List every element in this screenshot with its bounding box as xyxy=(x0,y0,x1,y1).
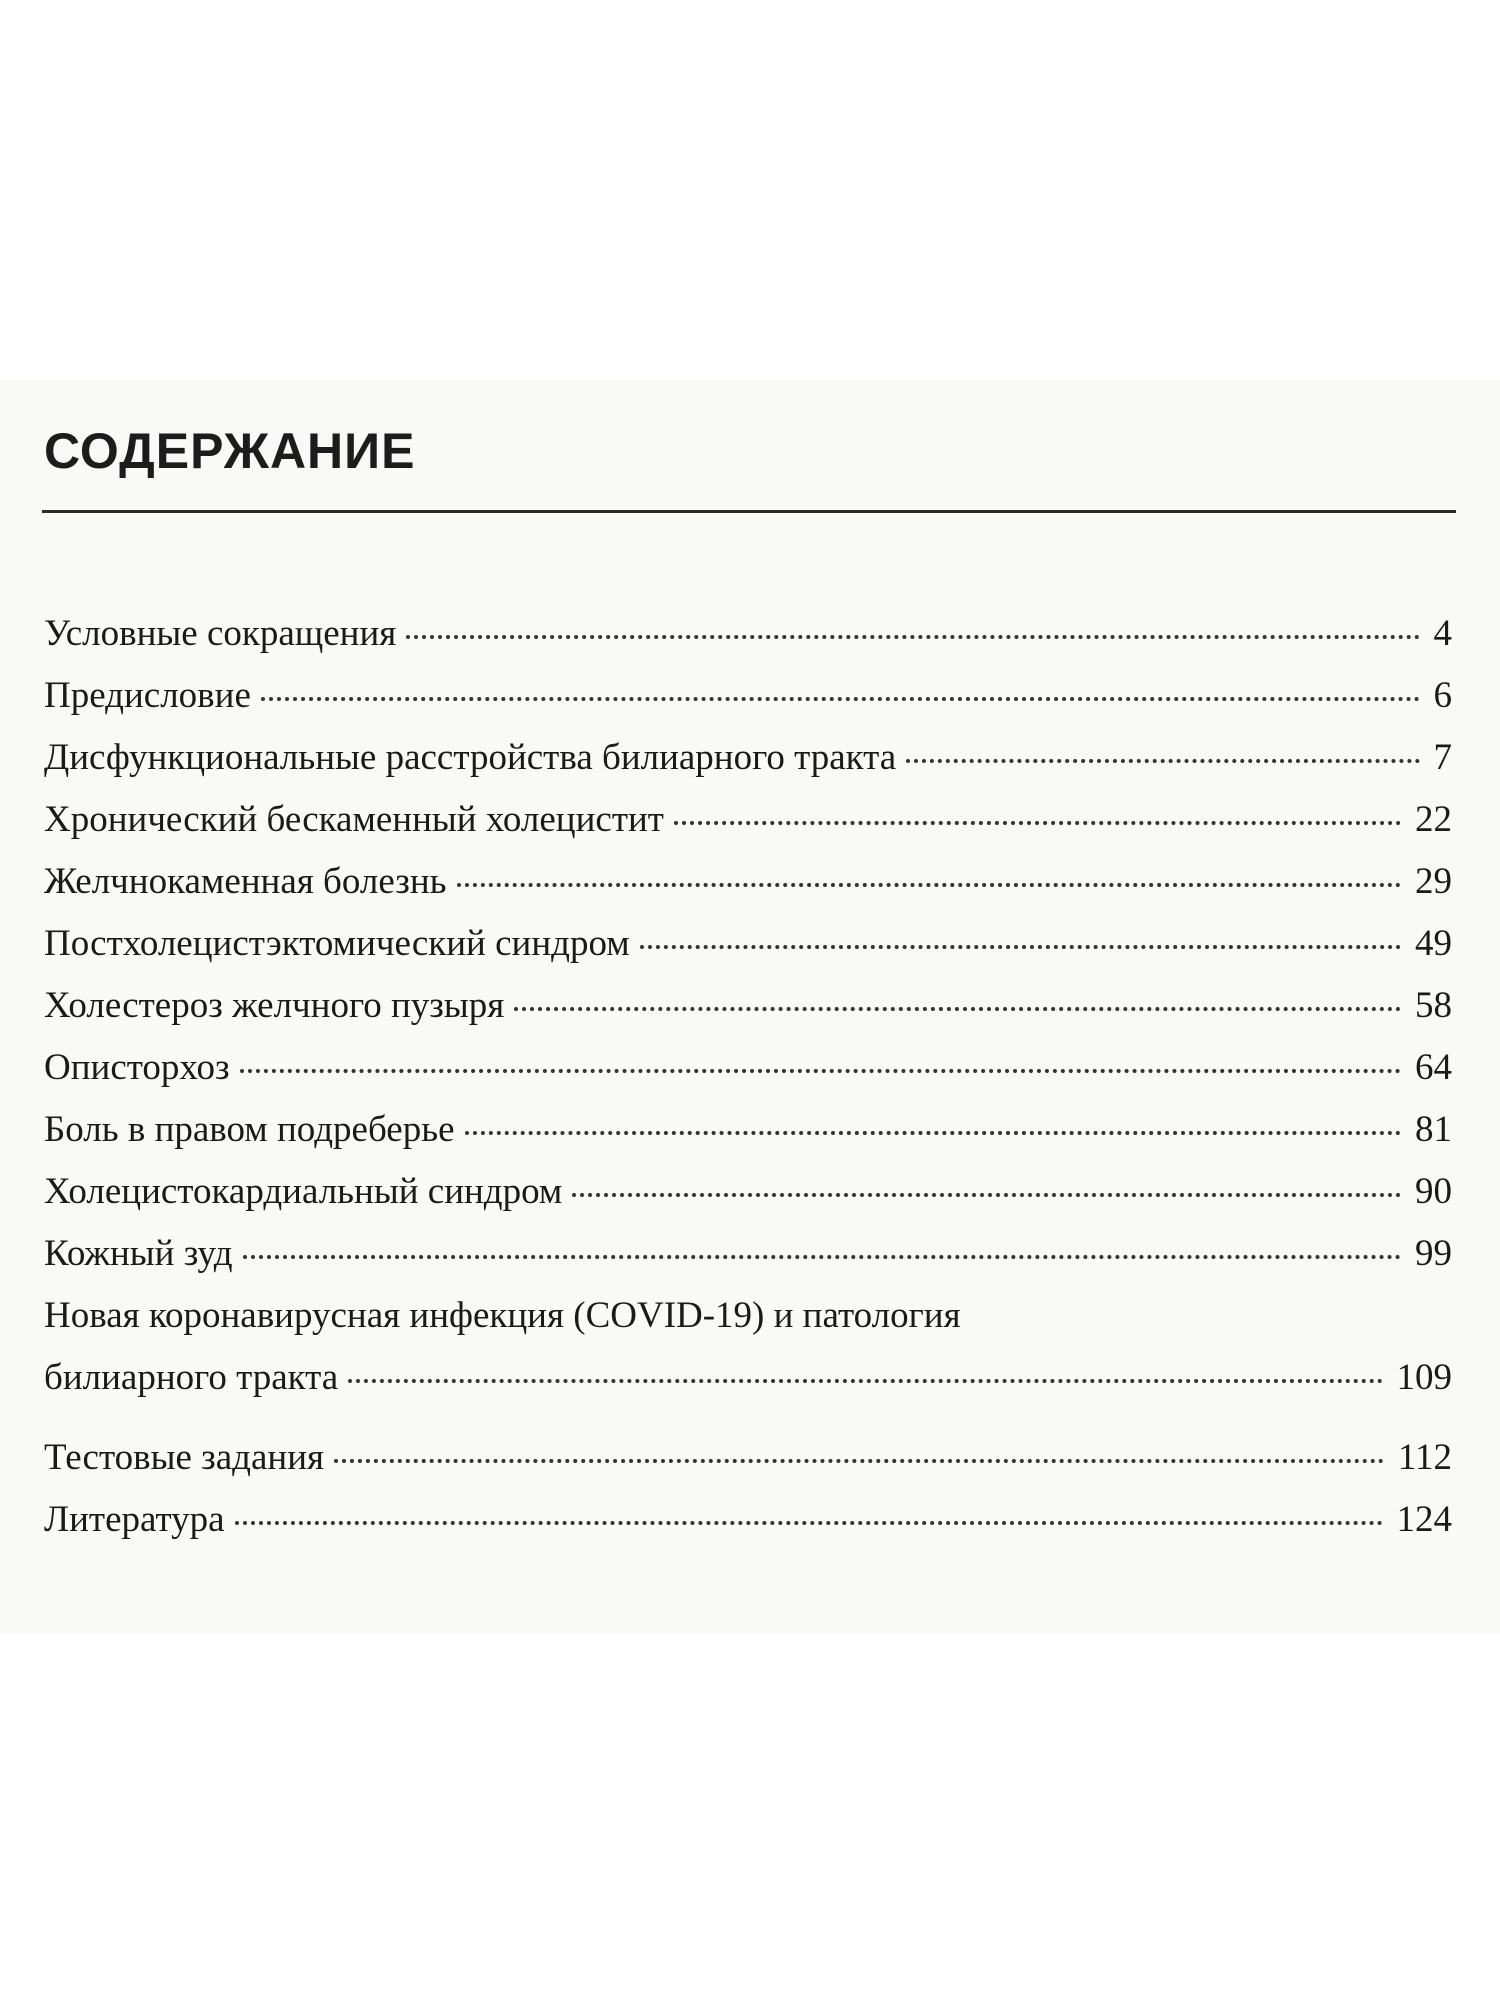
table-of-contents xyxy=(44,603,1452,1551)
toc-entry[interactable] xyxy=(44,789,1452,851)
dot-leader xyxy=(465,1131,1401,1135)
dot-leader xyxy=(640,945,1401,949)
toc-entry-page: 7 xyxy=(1433,737,1452,778)
toc-entry-title: Боль в правом подреберье xyxy=(44,1109,455,1150)
toc-entry-title: Описторхоз xyxy=(44,1047,230,1088)
toc-entry-page: 4 xyxy=(1433,613,1452,654)
toc-entry-title: Литература xyxy=(44,1499,225,1540)
toc-entry-title: Условные сокращения xyxy=(44,613,397,654)
toc-entry[interactable] xyxy=(44,603,1452,665)
toc-entry-page: 90 xyxy=(1415,1171,1452,1212)
toc-entry[interactable] xyxy=(44,1223,1452,1285)
toc-entry-title: Предисловие xyxy=(44,675,251,716)
toc-entry[interactable] xyxy=(44,1161,1452,1223)
toc-entry-page: 124 xyxy=(1396,1499,1452,1540)
dot-leader xyxy=(572,1193,1401,1197)
toc-entry[interactable] xyxy=(44,913,1452,975)
toc-entry-page: 64 xyxy=(1415,1047,1452,1088)
dot-leader xyxy=(457,883,1401,887)
toc-entry-title-line2: билиарного тракта xyxy=(44,1357,339,1398)
toc-entry[interactable] xyxy=(44,1037,1452,1099)
toc-entry-page: 109 xyxy=(1396,1357,1452,1398)
toc-entry-title: Холестероз желчного пузыря xyxy=(44,985,505,1026)
toc-entry[interactable] xyxy=(44,1099,1452,1161)
toc-entry-page: 99 xyxy=(1415,1233,1452,1274)
toc-entry-title-line1: Новая коронавирусная инфекция (COVID-19) и патология xyxy=(44,1295,961,1336)
toc-entry[interactable] xyxy=(44,1489,1452,1551)
toc-entry[interactable] xyxy=(44,851,1452,913)
toc-entry-title: Кожный зуд xyxy=(44,1233,233,1274)
toc-entry-title: Дисфункциональные расстройства билиарного тракта xyxy=(44,737,897,778)
toc-entry-page: 6 xyxy=(1433,675,1452,716)
toc-entry-page: 22 xyxy=(1415,799,1452,840)
dot-leader xyxy=(348,1379,1382,1383)
toc-entry-title: Холецистокардиальный синдром xyxy=(44,1171,563,1212)
dot-leader xyxy=(674,821,1401,825)
toc-entry[interactable] xyxy=(44,727,1452,789)
dot-leader xyxy=(243,1255,1401,1259)
dot-leader xyxy=(514,1007,1401,1011)
dot-leader xyxy=(235,1521,1383,1525)
dot-leader xyxy=(334,1459,1384,1463)
heading-divider xyxy=(42,510,1456,513)
dot-leader xyxy=(906,759,1419,763)
toc-entry-page: 29 xyxy=(1415,861,1452,902)
spacer xyxy=(44,1409,1452,1427)
toc-entry[interactable] xyxy=(44,1285,1452,1409)
toc-entry-page: 81 xyxy=(1415,1109,1452,1150)
dot-leader xyxy=(240,1069,1401,1073)
toc-entry-title: Хронический бескаменный холецистит xyxy=(44,799,664,840)
toc-entry[interactable] xyxy=(44,1427,1452,1489)
page-title: СОДЕРЖАНИЕ xyxy=(44,423,416,479)
dot-leader xyxy=(261,697,1420,701)
toc-entry-title: Постхолецистэктомический синдром xyxy=(44,923,630,964)
toc-entry-title: Желчнокаменная болезнь xyxy=(44,861,447,902)
toc-entry-page: 49 xyxy=(1415,923,1452,964)
toc-entry-page: 58 xyxy=(1415,985,1452,1026)
toc-entry[interactable] xyxy=(44,975,1452,1037)
dot-leader xyxy=(406,635,1419,639)
toc-entry-page: 112 xyxy=(1397,1437,1452,1478)
toc-entry-title: Тестовые задания xyxy=(44,1437,325,1478)
toc-entry[interactable] xyxy=(44,665,1452,727)
